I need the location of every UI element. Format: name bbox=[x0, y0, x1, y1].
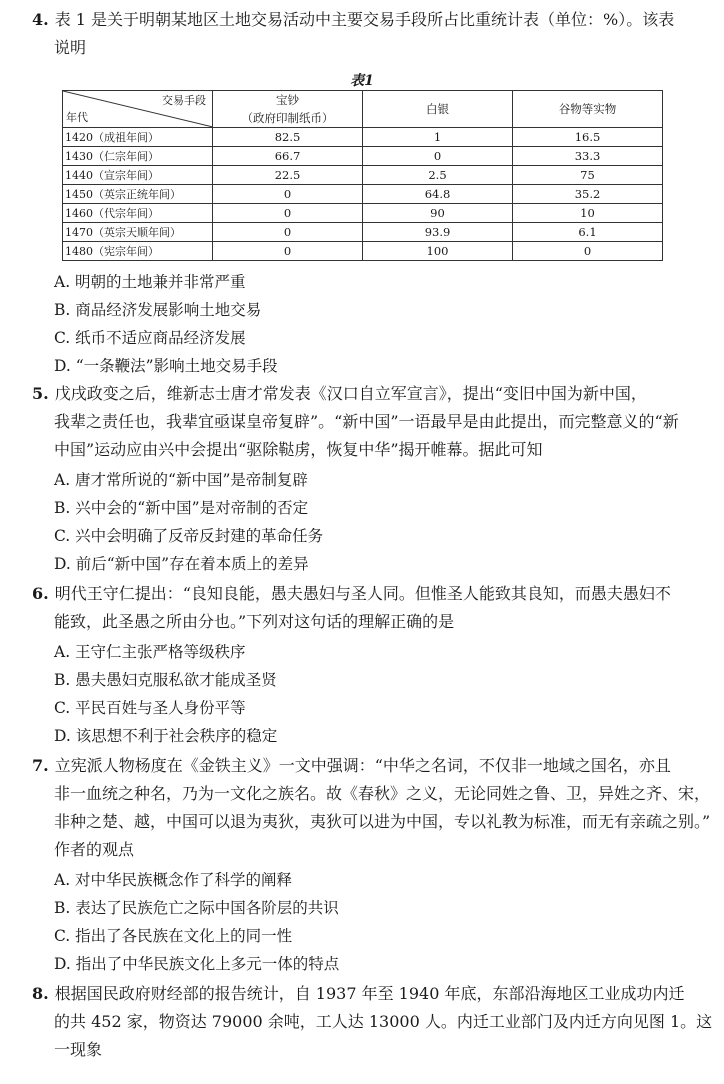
q7-stem-line-2: 非一血统之种名，乃为一文化之族名。故《春秋》之义，无论同姓之鲁、卫，异姓之齐、宋， bbox=[54, 784, 711, 803]
q8-number: 8. bbox=[32, 984, 49, 1003]
q7-stem-line-4: 作者的观点 bbox=[54, 840, 135, 859]
cell-baochao: 66.7 bbox=[213, 147, 363, 166]
q5-stem-line-2: 我辈之责任也，我辈宜亟谋皇帝复辟”。“新中国”一语最早是由此提出，而完整意义的“新 bbox=[54, 412, 679, 431]
q6-option-b[interactable]: B. 愚夫愚妇克服私欲才能成圣贤 bbox=[54, 671, 277, 689]
cell-baochao: 0 bbox=[213, 185, 363, 204]
cell-grain: 16.5 bbox=[513, 128, 663, 147]
q8-stem-line-2: 的共 452 家，物资达 79000 余吨，工人达 13000 人。内迁工业部门及内迁方向见图 1。这 bbox=[54, 1012, 713, 1031]
row-year: 1460（代宗年间） bbox=[63, 204, 213, 223]
cell-grain: 0 bbox=[513, 242, 663, 261]
q4-option-d[interactable]: D. “一条鞭法”影响土地交易手段 bbox=[54, 357, 278, 375]
trade-table bbox=[62, 90, 663, 261]
cell-baochao: 82.5 bbox=[213, 128, 363, 147]
q8-text-1: 根据国民政府财经部的报告统计，自 1937 年至 1940 年底，东部沿海地区工业成功内迁 bbox=[54, 984, 685, 1003]
q5-option-d[interactable]: D. 前后“新中国”存在着本质上的差异 bbox=[54, 555, 309, 573]
q5-number: 5. bbox=[32, 384, 49, 403]
table-row bbox=[63, 185, 663, 204]
q6-stem-line-1 bbox=[32, 584, 708, 604]
q4-option-a[interactable]: A. 明朝的土地兼并非常严重 bbox=[54, 273, 246, 291]
q7-stem-line-3: 非种之楚、越，中国可以退为夷狄，夷狄可以进为中国，专以礼教为标准，而无有亲疏之别。” bbox=[54, 812, 711, 831]
q6-option-d[interactable]: D. 该思想不利于社会秩序的稳定 bbox=[54, 727, 278, 745]
cell-grain: 75 bbox=[513, 166, 663, 185]
q7-number: 7. bbox=[32, 756, 49, 775]
row-year: 1420（成祖年间） bbox=[63, 128, 213, 147]
q6-text-1: 明代王守仁提出：“良知良能，愚夫愚妇与圣人同。但惟圣人能致其良知，而愚夫愚妇不 bbox=[54, 584, 671, 603]
col-header-baochao: 宝钞 bbox=[213, 91, 363, 110]
cell-baochao: 22.5 bbox=[213, 166, 363, 185]
table-caption: 表1 bbox=[350, 73, 374, 89]
table-corner-header bbox=[63, 91, 213, 128]
q4-stem-line-1 bbox=[32, 10, 708, 30]
cell-grain: 6.1 bbox=[513, 223, 663, 242]
table-row bbox=[63, 204, 663, 223]
q8-stem-line-1 bbox=[32, 984, 708, 1004]
table-row bbox=[63, 242, 663, 261]
table-row bbox=[63, 223, 663, 242]
row-year: 1480（宪宗年间） bbox=[63, 242, 213, 261]
row-year: 1450（英宗正统年间） bbox=[63, 185, 213, 204]
cell-baochao: 0 bbox=[213, 223, 363, 242]
cell-baochao: 0 bbox=[213, 204, 363, 223]
cell-grain: 35.2 bbox=[513, 185, 663, 204]
q6-option-a[interactable]: A. 王守仁主张严格等级秩序 bbox=[54, 643, 246, 661]
q5-option-c[interactable]: C. 兴中会明确了反帝反封建的革命任务 bbox=[54, 527, 324, 545]
cell-silver: 64.8 bbox=[363, 185, 513, 204]
q7-option-b[interactable]: B. 表达了民族危亡之际中国各阶层的共识 bbox=[54, 899, 339, 917]
q6-number: 6. bbox=[32, 584, 49, 603]
col-header-baochao-note: （政府印制纸币） bbox=[213, 109, 363, 128]
q4-stem-line-2: 说明 bbox=[54, 38, 87, 57]
row-year: 1430（仁宗年间） bbox=[63, 147, 213, 166]
q7-option-a[interactable]: A. 对中华民族概念作了科学的阐释 bbox=[54, 871, 293, 889]
q4-number: 4. bbox=[32, 10, 49, 29]
cell-grain: 33.3 bbox=[513, 147, 663, 166]
cell-silver: 100 bbox=[363, 242, 513, 261]
corner-top-label: 交易手段 bbox=[162, 94, 206, 107]
col-header-grain: 谷物等实物 bbox=[513, 91, 663, 128]
q4-option-b[interactable]: B. 商品经济发展影响土地交易 bbox=[54, 301, 262, 319]
table-row bbox=[63, 147, 663, 166]
col-header-silver: 白银 bbox=[363, 91, 513, 128]
q5-stem-line-3: 中国”运动应由兴中会提出“驱除鞑虏，恢复中华”揭开帷幕。据此可知 bbox=[54, 440, 543, 459]
q5-option-a[interactable]: A. 唐才常所说的“新中国”是帝制复辟 bbox=[54, 471, 308, 489]
cell-baochao: 0 bbox=[213, 242, 363, 261]
corner-bottom-label: 年代 bbox=[66, 111, 88, 124]
q5-stem-line-1 bbox=[32, 384, 708, 404]
q7-option-d[interactable]: D. 指出了中华民族文化上多元一体的特点 bbox=[54, 955, 340, 973]
row-year: 1440（宣宗年间） bbox=[63, 166, 213, 185]
table-row bbox=[63, 166, 663, 185]
q4-option-c[interactable]: C. 纸币不适应商品经济发展 bbox=[54, 329, 246, 347]
table-row bbox=[63, 128, 663, 147]
cell-grain: 10 bbox=[513, 204, 663, 223]
q7-text-1: 立宪派人物杨度在《金铁主义》一文中强调：“中华之名词，不仅非一地域之国名，亦且 bbox=[54, 756, 671, 775]
cell-silver: 2.5 bbox=[363, 166, 513, 185]
row-year: 1470（英宗天顺年间） bbox=[63, 223, 213, 242]
q6-option-c[interactable]: C. 平民百姓与圣人身份平等 bbox=[54, 699, 246, 717]
q8-stem-line-3: 一现象 bbox=[54, 1040, 103, 1059]
q5-text-1: 戊戌政变之后，维新志士唐才常发表《汉口自立军宣言》，提出“变旧中国为新中国， bbox=[54, 384, 647, 403]
q6-stem-line-2: 能致，此圣愚之所由分也。”下列对这句话的理解正确的是 bbox=[54, 612, 455, 631]
q7-stem-line-1 bbox=[32, 756, 708, 776]
cell-silver: 0 bbox=[363, 147, 513, 166]
cell-silver: 93.9 bbox=[363, 223, 513, 242]
cell-silver: 90 bbox=[363, 204, 513, 223]
q7-option-c[interactable]: C. 指出了各民族在文化上的同一性 bbox=[54, 927, 293, 945]
q4-text-1: 表 1 是关于明朝某地区土地交易活动中主要交易手段所占比重统计表（单位：%）。该表 bbox=[54, 10, 675, 29]
q5-option-b[interactable]: B. 兴中会的“新中国”是对帝制的否定 bbox=[54, 499, 309, 517]
cell-silver: 1 bbox=[363, 128, 513, 147]
